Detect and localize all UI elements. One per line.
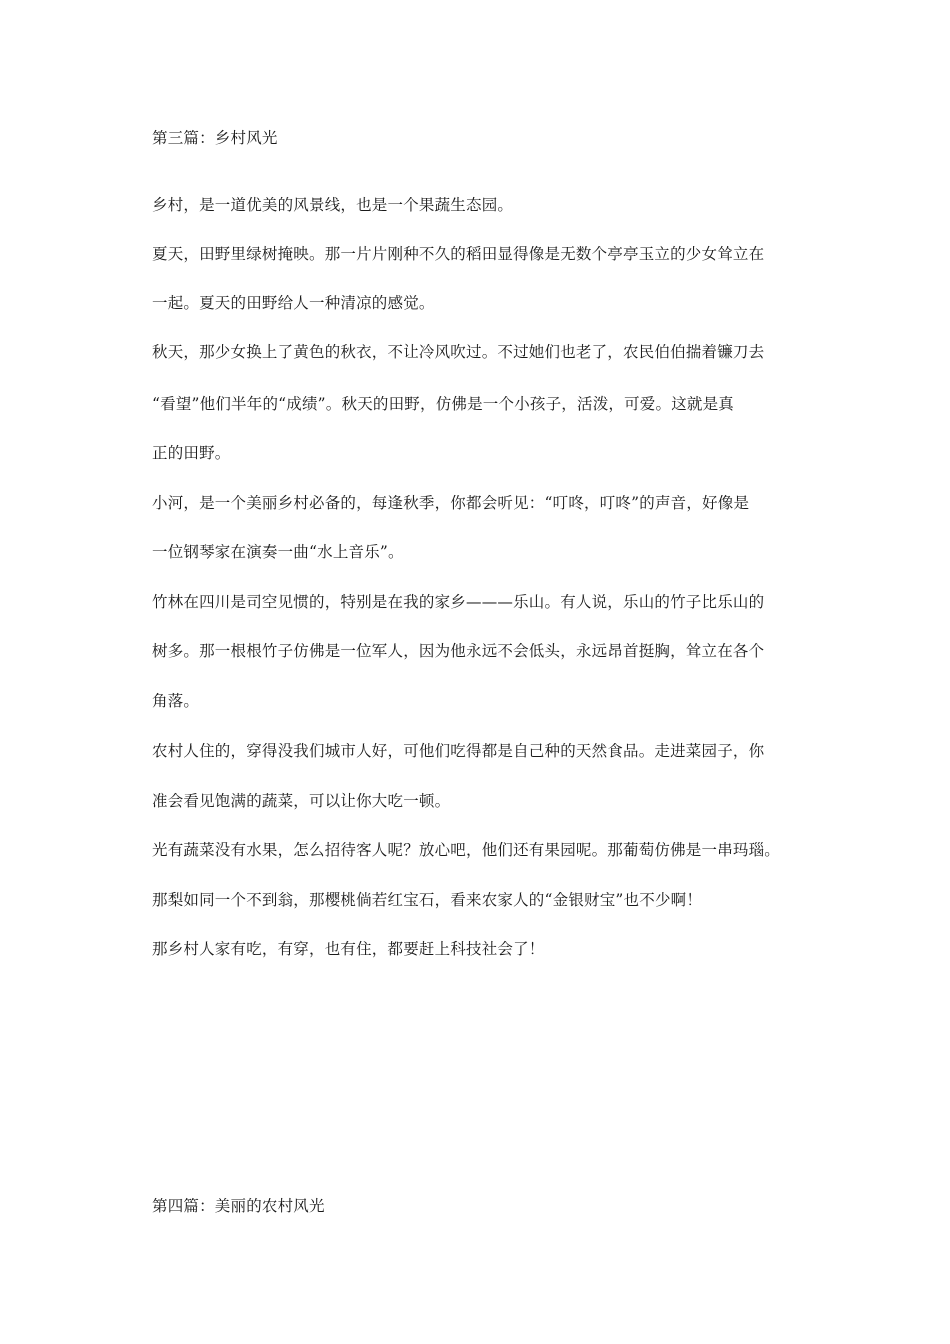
paragraph-line: 树多。那一根根竹子仿佛是一位军人，因为他永远不会低头，永远昂首挺胸，耸立在各个 — [152, 642, 765, 660]
section-3-heading: 第三篇：乡村风光 — [152, 129, 278, 147]
paragraph-line: 小河，是一个美丽乡村必备的，每逢秋季，你都会听见：“叮咚，叮咚”的声音，好像是 — [152, 494, 750, 512]
paragraph-line: “看望”他们半年的“成绩”。秋天的田野，仿佛是一个小孩子，活泼，可爱。这就是真 — [152, 395, 734, 413]
paragraph-line: 光有蔬菜没有水果，怎么招待客人呢？放心吧，他们还有果园呢。那葡萄仿佛是一串玛瑙。 — [152, 841, 781, 859]
paragraph-line: 准会看见饱满的蔬菜，可以让你大吃一顿。 — [152, 792, 451, 810]
paragraph-line: 一起。夏天的田野给人一种清凉的感觉。 — [152, 294, 435, 312]
section-4-heading: 第四篇：美丽的农村风光 — [152, 1197, 325, 1215]
paragraph-line: 夏天，田野里绿树掩映。那一片片刚种不久的稻田显得像是无数个亭亭玉立的少女耸立在 — [152, 245, 765, 263]
paragraph-line: 竹林在四川是司空见惯的，特别是在我的家乡———乐山。有人说，乐山的竹子比乐山的 — [152, 593, 765, 611]
paragraph-line: 乡村，是一道优美的风景线，也是一个果蔬生态园。 — [152, 196, 514, 214]
paragraph-line: 一位钢琴家在演奏一曲“水上音乐”。 — [152, 543, 404, 561]
paragraph-line: 秋天，那少女换上了黄色的秋衣，不让冷风吹过。不过她们也老了，农民伯伯揣着镰刀去 — [152, 343, 765, 361]
paragraph-line: 那乡村人家有吃，有穿，也有住，都要赶上科技社会了！ — [152, 940, 545, 958]
paragraph-line: 那梨如同一个不到翁，那樱桃倘若红宝石，看来农家人的“金银财宝”也不少啊！ — [152, 891, 703, 909]
paragraph-line: 角落。 — [152, 692, 200, 710]
paragraph-line: 正的田野。 — [152, 444, 231, 462]
paragraph-line: 农村人住的，穿得没我们城市人好，可他们吃得都是自己种的天然食品。走进菜园子，你 — [152, 742, 765, 760]
